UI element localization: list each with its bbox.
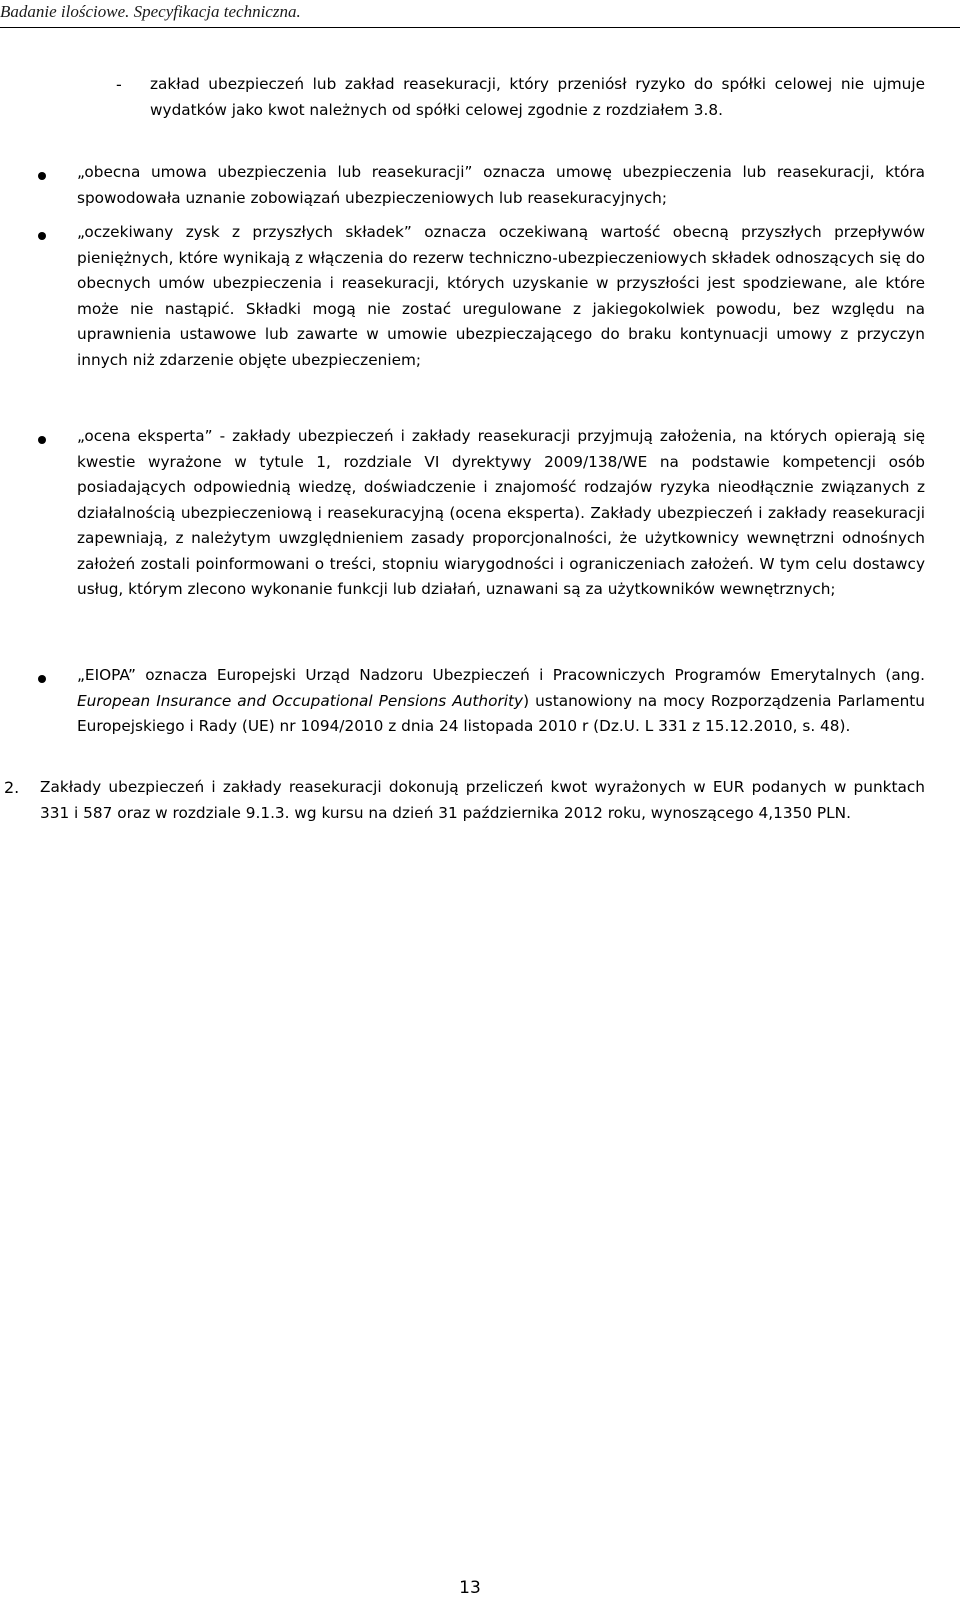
bullet-item-current-contract: „obecna umowa ubezpieczenia lub reasekuracji” oznacza umowę ubezpieczenia lub reasekuracji, która spowodowała uznanie zobowiązań ubezpieczeniowych lub reasekuracyjnych; [77, 163, 925, 207]
header-divider [0, 27, 960, 28]
numbered-item-number: 2. [4, 778, 20, 797]
bullet-item-expected-profit: „oczekiwany zysk z przyszłych składek” oznacza oczekiwaną wartość obecną przyszłych przepływów pieniężnych, które wynikają z włączenia do rezerw techniczno-ubezpieczeniowych składek odnoszących się do obecnych umów ubezpieczenia i reasekuracji, których uzyskanie w przyszłości jest spodziewane, ale które może nie nastąpić. Składki mogą nie zostać uregulowane z jakiegokolwiek powodu, bez względu na uprawnienia ustawowe lub zawarte w umowie ubezpieczającego do braku kontynuacji umowy z przyczyn innych niż zdarzenie objęte ubezpieczeniem; [77, 223, 925, 369]
dash-marker: - [116, 75, 122, 94]
eiopa-text-before: „EIOPA” oznacza Europejski Urząd Nadzoru Ubezpieczeń i Pracowniczych Programów Emerytalnych (ang. [77, 666, 925, 684]
bullet-icon [38, 232, 46, 240]
bullet-icon [38, 172, 46, 180]
numbered-item-text: Zakłady ubezpieczeń i zakłady reasekuracji dokonują przeliczeń kwot wyrażonych w EUR podanych w punktach 331 i 587 oraz w rozdziale 9.1.3. wg kursu na dzień 31 października 2012 roku, wynoszącego 4,1350 PLN. [40, 778, 925, 822]
bullet-icon [38, 436, 46, 444]
bullet-icon [38, 675, 46, 683]
eiopa-text-after: ) ustanowiony na mocy Rozporządzenia Parlamentu Europejskiego i Rady (UE) nr 1094/2010 z dnia 24 listopada 2010 r (Dz.U. L 331 z 15.12.2010, s. 48). [77, 691, 925, 735]
bullet-item-expert-judgement: „ocena eksperta” - zakłady ubezpieczeń i zakłady reasekuracji przyjmują założenia, na których opierają się kwestie wyrażone w tytule 1, rozdziale VI dyrektywy 2009/138/WE na podstawie kompetencji osób posiadających odpowiednią wiedzę, doświadczenie i znajomość rodzajów ryzyka nieodłącznie związanych z działalnością ubezpieczeniową i reasekuracyjną (ocena eksperta). Zakłady ubezpieczeń i zakłady reasekuracji zapewniają, z należytym uwzględnieniem zasady proporcjonalności, że użytkownicy wewnętrzni odnośnych założeń zostali poinformowani o treści, stopniu wiarygodności i ograniczeniach założeń. W tym celu dostawcy usług, którym zlecono wykonanie funkcji lub działań, uznawani są za użytkowników wewnętrznych; [77, 427, 925, 598]
dash-item-text: zakład ubezpieczeń lub zakład reasekuracji, który przeniósł ryzyko do spółki celowej nie ujmuje wydatków jako kwot należnych od spółki celowej zgodnie z rozdziałem 3.8. [150, 75, 925, 119]
bullet-item-eiopa [77, 663, 925, 740]
running-header: Badanie ilościowe. Specyfikacja techniczna. [0, 2, 301, 21]
page-number: 13 [459, 1578, 481, 1598]
eiopa-english-name: European Insurance and Occupational Pensions Authority [77, 691, 524, 710]
